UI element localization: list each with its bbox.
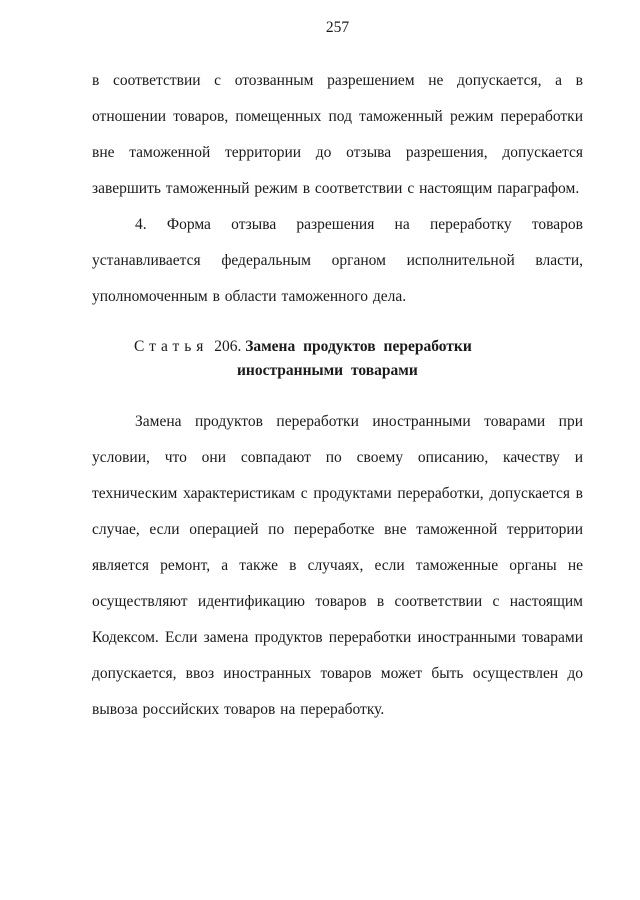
article-heading <box>92 335 583 383</box>
page-number: 257 <box>325 19 350 36</box>
article-heading-number: 206. <box>214 338 242 355</box>
paragraph-continuation: в соответствии с отозванным разрешением не допускается, а в отношении товаров, помещенных под таможенный режим переработки вне таможенной территории до отзыва разрешения, допускается завершить таможенный режим в соответствии с настоящим параграфом. <box>92 72 583 197</box>
paragraph-item-4: 4. Форма отзыва разрешения на переработку товаров устанавливается федеральным органом исполнительной власти, уполномоченным в области таможенного дела. <box>92 216 583 305</box>
article-heading-title: Замена продуктов переработки иностранными товарами <box>237 338 472 379</box>
article-heading-label: Статья <box>134 338 209 355</box>
paragraph-article-body: Замена продуктов переработки иностранными товарами при условии, что они совпадают по своему описанию, качеству и техническим характеристикам с продуктами переработки, допускается в случае, если операцией по переработке вне таможенной территории является ремонт, а также в случаях, если таможенные органы не осуществляют идентификацию товаров в соответствии с настоящим Кодексом. Если замена продуктов переработки иностранными товарами допускается, ввоз иностранных товаров может быть осуществлен до вывоза российских товаров на переработку. <box>92 413 583 718</box>
